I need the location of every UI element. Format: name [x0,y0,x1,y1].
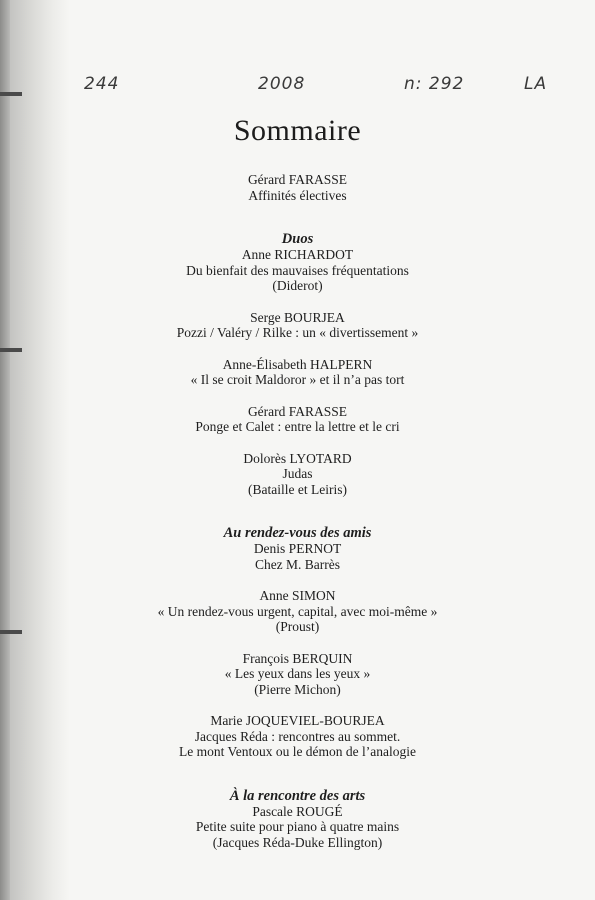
entry-author: Denis PERNOT [253,541,342,556]
entry-title: Petite suite pour piano à quatre mains [195,819,400,834]
table-of-contents [0,172,595,866]
entry-title: Pozzi / Valéry / Rilke : un « divertissement » [176,325,419,340]
entry-title: Du bienfait des mauvaises fréquentations [186,262,409,278]
entry-title: Jacques Réda : rencontres au sommet. [194,728,401,744]
entry-title: « Les yeux dans les yeux » [224,666,371,681]
entry-title: Affinités électives [248,187,347,203]
list-item [0,541,595,572]
list-item [0,713,595,760]
annotation-year: 2008 [258,74,306,94]
annotation-left: 244 [84,74,120,94]
list-item [0,588,595,635]
list-item [0,310,595,341]
section-heading: Duos [281,231,314,247]
intro-entry [0,172,595,203]
entry-author: Dolorès LYOTARD [243,450,352,466]
entry-subtitle: Le mont Ventoux ou le démon de l’analogie [178,744,417,759]
list-item [0,651,595,698]
entry-author: Serge BOURJEA [250,309,345,325]
list-item [0,451,595,498]
section-heading: Au rendez-vous des amis [223,525,372,541]
section-amis [0,525,595,760]
list-item [0,357,595,388]
entry-subtitle: (Jacques Réda-Duke Ellington) [212,834,383,850]
list-item [0,404,595,435]
entry-title: Judas [282,466,313,481]
entry-author: Gérard FARASSE [247,172,348,187]
entry-title: Chez M. Barrès [254,556,341,572]
annotation-number: n: 292 [404,74,465,94]
binding-staple [0,92,22,96]
entry-author: François BERQUIN [242,650,353,666]
annotation-right: LA [524,74,548,94]
entry-subtitle: (Proust) [275,619,320,634]
section-heading: À la rencontre des arts [229,787,366,804]
entry-author: Anne SIMON [259,588,336,603]
page-title: Sommaire [233,114,362,147]
list-item [0,804,595,851]
section-arts [0,788,595,851]
entry-subtitle: (Diderot) [272,278,323,293]
section-duos [0,231,595,497]
entry-author: Anne RICHARDOT [241,247,354,262]
list-item [0,247,595,294]
entry-title: « Un rendez-vous urgent, capital, avec moi-même » [157,603,438,619]
entry-author: Pascale ROUGÉ [252,803,343,819]
entry-author: Anne-Élisabeth HALPERN [222,356,373,372]
entry-author: Marie JOQUEVIEL-BOURJEA [210,713,385,728]
entry-subtitle: (Bataille et Leiris) [248,481,347,497]
entry-subtitle: (Pierre Michon) [254,681,341,697]
entry-author: Gérard FARASSE [247,403,348,419]
entry-title: Ponge et Calet : entre la lettre et le cri [195,419,400,434]
entry-title: « Il se croit Maldoror » et il n’a pas tort [190,372,405,387]
